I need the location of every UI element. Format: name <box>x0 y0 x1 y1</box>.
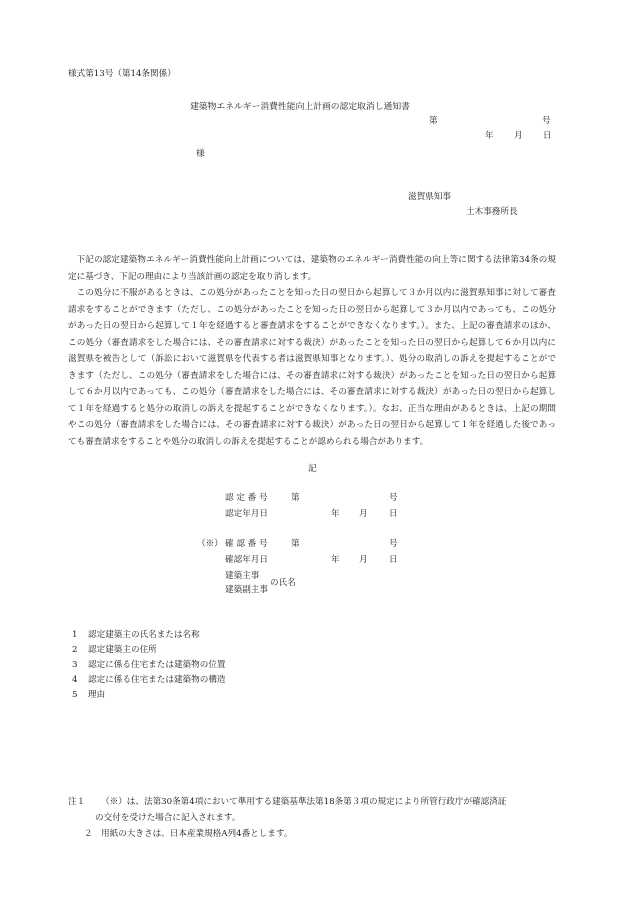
note-1-line-1: （※）は、法第30条第4項において準用する建築基準法第18条第３項の規定により所管行政庁が確認済証 <box>101 797 507 807</box>
date-year: 年 <box>485 131 494 141</box>
cert-date-label: 認定年月日 <box>225 509 268 519</box>
item-number: 4 <box>72 675 78 685</box>
conf-date-label: 確認年月日 <box>225 555 268 565</box>
item-number: 5 <box>72 690 78 700</box>
issuer-governor: 滋賀県知事 <box>408 192 451 202</box>
item-text: 認定建築主の氏名または名称 <box>88 630 200 640</box>
date-month: 月 <box>514 131 523 141</box>
conf-date-month: 月 <box>359 555 368 565</box>
ki-heading: 記 <box>308 464 317 474</box>
doc-number-suffix: 号 <box>542 116 551 126</box>
form-number: 様式第13号（第14条関係） <box>68 69 176 79</box>
item-text: 理由 <box>88 690 106 700</box>
item-text: 認定建築主の住所 <box>88 645 157 655</box>
cert-date-year: 年 <box>331 509 340 519</box>
conf-number-label: 確 認 番 号 <box>225 539 268 549</box>
owner-label-2: 建築副主事 <box>225 584 268 595</box>
note-2-number: ２ <box>84 829 93 839</box>
owner-label-stack <box>225 572 268 599</box>
conf-date-year: 年 <box>331 555 340 565</box>
cert-number-label: 認 定 番 号 <box>225 493 268 503</box>
item-number: 2 <box>72 645 78 655</box>
note-2-text: 用紙の大きさは、日本産業規格A列4番とします。 <box>101 829 293 839</box>
date-day: 日 <box>543 131 552 141</box>
notes-head: 注１ <box>68 797 86 807</box>
item-text: 認定に係る住宅または建築物の構造 <box>88 675 226 685</box>
owner-label-1: 建築主事 <box>225 571 260 581</box>
conf-number-suffix: 号 <box>389 539 398 549</box>
recipient-suffix: 様 <box>196 149 205 159</box>
doc-number-prefix: 第 <box>429 116 438 126</box>
body-paragraph-2: この処分に不服があるときは、この処分があったことを知った日の翌日から起算して３か月以内に滋賀県知事に対して審査請求をすることができます（ただし、この処分があったことを知った日の翌日から起算して３か月以内であっても、この処分があった日の翌日から起算して１年を経過すると審査請求をすることができなくなります。）。また、上記の審査請求のほか、この処分（審査請求をした場合には、その審査請求に対する裁決）があったことを知った日の翌日から起算して６か月以内に滋賀県を被告として（訴訟において滋賀県を代表する者は滋賀県知事となります。）、処分の取消しの訴えを提起することができます（ただし、この処分（審査請求をした場合には、その審査請求に対する裁決）があったことを知った日の翌日から起算して６か月以内であっても、この処分（審査請求をした場合には、その審査請求に対する裁決）があった日の翌日から起算して１年を経過すると処分の取消しの訴えを提起することができなくなります。）。なお、正当な理由があるときは、上記の期間やこの処分（審査請求をした場合には、その審査請求に対する裁決）があった日の翌日から起算して１年を経過した後であっても審査請求をすることや処分の取消しの訴えを提起することが認められる場合があります。 <box>68 288 556 447</box>
conf-number-prefix: 第 <box>291 539 300 549</box>
item-number: 1 <box>72 630 78 640</box>
issuer-office: 土木事務所長 <box>466 207 518 217</box>
confirmation-mark: （※） <box>197 539 223 549</box>
cert-date-day: 日 <box>389 509 398 519</box>
item-text: 認定に係る住宅または建築物の位置 <box>88 660 226 670</box>
cert-date-month: 月 <box>359 509 368 519</box>
owner-suffix: の氏名 <box>270 578 296 588</box>
document-title: 建築物エネルギー消費性能向上計画の認定取消し通知書 <box>190 102 410 112</box>
cert-number-suffix: 号 <box>389 493 398 503</box>
item-number: 3 <box>72 660 78 670</box>
body-paragraph-1: 下記の認定建築物エネルギー消費性能向上計画については、建築物のエネルギー消費性能の向上等に関する法律第34条の規定に基づき、下記の理由により当該計画の認定を取り消します。 <box>68 255 556 282</box>
conf-date-day: 日 <box>389 555 398 565</box>
cert-number-prefix: 第 <box>291 493 300 503</box>
note-1-line-2: の交付を受けた場合に記入されます。 <box>95 813 241 823</box>
